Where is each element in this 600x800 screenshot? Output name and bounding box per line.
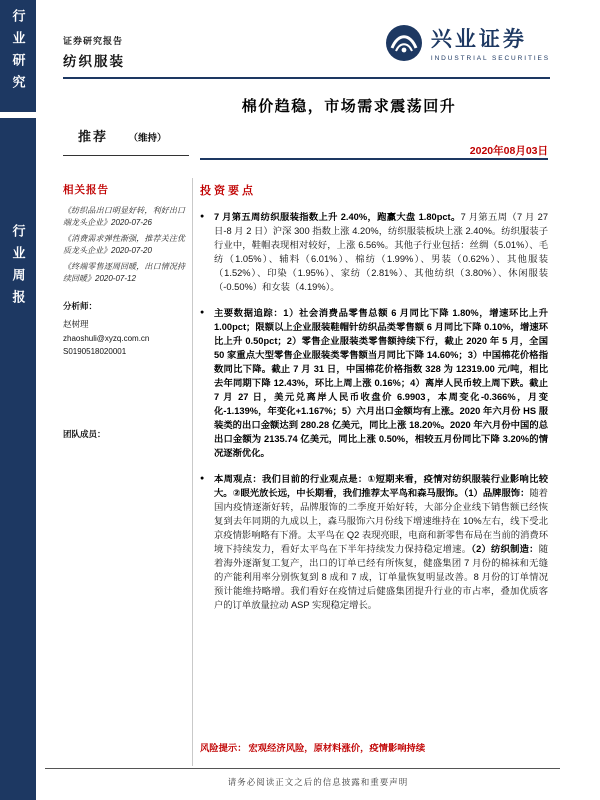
bullet-text: 7 月第五周纺织服装指数上升 2.40%，跑赢大盘 1.80pct。7 月第五周（7 月 27 日-8 月 2 日）沪深 300 指数上涨 4.20%，纺织服装板块上涨 2.40%。纺织服装子行业中，鞋帽表现相对较好，上涨 6.56%。其他子行业包括：丝绸（5.01%）、毛纺（1.05%）、辅料（6.01%）、棉纺（1.99%）、男装（0.62%）、其他服装（1.52%）、印染（1.95%）、家纺（2.81%）、其他纺织（3.80%）、休闲服装（-0.50%）和女装（4.19%）。 [214, 212, 548, 292]
date-divider [200, 158, 548, 160]
analyst-certificate-number: S0190518020001 [63, 347, 127, 356]
brand-name: 兴业证券 [430, 28, 527, 51]
footer-divider [45, 768, 560, 769]
analyst-label: 分析师： [63, 301, 98, 311]
footer-disclaimer: 请务必阅读正文之后的信息披露和重要声明 [227, 777, 409, 787]
column-divider [192, 178, 193, 766]
risk-warning-label: 风险提示： [200, 743, 247, 753]
bullet-marker-icon: ● [200, 213, 205, 220]
analyst-name: 赵树理 [63, 319, 89, 329]
sidebar-main-strip [0, 118, 36, 800]
related-report-item [63, 261, 185, 284]
brand-text [431, 23, 550, 62]
header-divider [63, 77, 550, 79]
sidebar-top-strip [0, 0, 36, 112]
investment-bullets [200, 210, 548, 612]
risk-warning-text: 宏观经济风险，原材料涨价，疫情影响持续 [248, 743, 426, 753]
sidebar-label-industry-research: 行业研究 [10, 9, 26, 97]
bullet-text: 本周观点：我们目前的行业观点是：①短期来看，疫情对纺织服装行业影响比较大。②眼光放长远，中长期看，我们推荐太平鸟和森马服饰。（1）品牌服饰：随着国内疫情逐渐好转，品牌服饰的二季度开始好转，大部分企业线下销售额已经恢复到去年同期的九成以上，森马服饰六月份线下增速维持在 10%左右，线下受北京疫情影响略有下滑。太平鸟在 Q2 表现亮眼，电商和新零售布局在当前的消费环境下持续发力，看好太平鸟在下半年持续发力保持稳定增速。（2）纺织制造：随着海外逐渐复工复产，出口的订单已经有所恢复，健盛集团 7 月份的棉袜和无缝的产能利用率分别恢复到 8 成和 7 成，订单量恢复明显改善。8 月份的订单情况预计能维持略增。我们看好在疫情过后健盛集团提升行业的市占率，叠加优质客户的订单放量拉动 ASP 实现稳定增长。 [214, 474, 548, 610]
rating [78, 126, 166, 146]
report-title: 棉价趋稳，市场需求震荡回升 [241, 98, 457, 115]
bullet-text: 主要数据追踪：1）社会消费品零售总额 6 月同比下降 1.80%，增速环比上升 1.00pct；限额以上企业服装鞋帽针纺织品类零售额 6 月同比下降 0.10%，增速环比上升 0.50pct；2）零售企业服装类零售额持续下行，截止 2020 年 5 月，全国 50 家重点大型零售企业服装类零售额当月同比下降 14.60%；3）中国棉花价格指数同比下降。截止 7 月 31 日，中国棉花价格指数 328 为 12319.00 元/吨，相比去年同期下降 12.43%，环比上周上涨 0.16%；4）离岸人民币较上周下跌。截止 7 月 27 日，美元兑离岸人民币收盘价 6.9903，本周变化-0.366%，月变化-1.139%，年变化+1.167%；5）六月出口金额均有上涨。2020 年六月份 HS 服装类的出口金额达到 280.28 亿美元，同比上涨 18.20%。2020 年六月份中国的总出口金额为 2135.74 亿美元，同比上涨 0.50%，相较五月份同比下降 3.20%的情况逐渐优化。 [214, 308, 548, 458]
sidebar-label-industry-weekly: 行业周报 [10, 224, 26, 312]
bullet-item [200, 472, 548, 612]
team-members-label: 团队成员： [63, 429, 106, 439]
related-report-date: 2020-07-12 [95, 273, 136, 283]
rating-status: （维持） [128, 133, 167, 144]
sector-label: 纺织服装 [63, 54, 125, 69]
related-report-title: 《终端零售逐周回暖，出口情况持续回暖》 [63, 262, 185, 283]
analyst-email: zhaoshuli@xyzq.com.cn [63, 334, 150, 343]
risk-warning [200, 740, 548, 754]
related-report-item [63, 205, 185, 228]
bullet-marker-icon: ● [200, 309, 205, 316]
rating-value: 推荐 [78, 129, 109, 144]
brand-emblem-icon [385, 24, 423, 62]
related-report-title: 《消费需求弹性渐强，推荐关注优质龙头企业》 [63, 234, 185, 255]
brand-subtitle: INDUSTRIAL SECURITIES [430, 55, 550, 62]
related-report-title: 《纺织品出口明显好转，利好出口端龙头企业》 [63, 206, 185, 227]
main-column [200, 182, 548, 624]
brand-logo [385, 23, 550, 62]
report-date: 2020年08月03日 [469, 145, 548, 157]
related-report-item [63, 233, 185, 256]
related-report-date: 2020-07-26 [111, 217, 152, 227]
related-report-date: 2020-07-20 [111, 245, 152, 255]
bullet-item [200, 210, 548, 294]
left-column [63, 182, 185, 440]
bullet-item [200, 306, 548, 460]
related-reports-title: 相关报告 [63, 184, 109, 196]
report-type-label: 证券研究报告 [63, 36, 124, 46]
investment-highlights-title: 投资要点 [200, 185, 256, 197]
bullet-marker-icon: ● [200, 475, 205, 482]
rating-divider [63, 155, 189, 156]
